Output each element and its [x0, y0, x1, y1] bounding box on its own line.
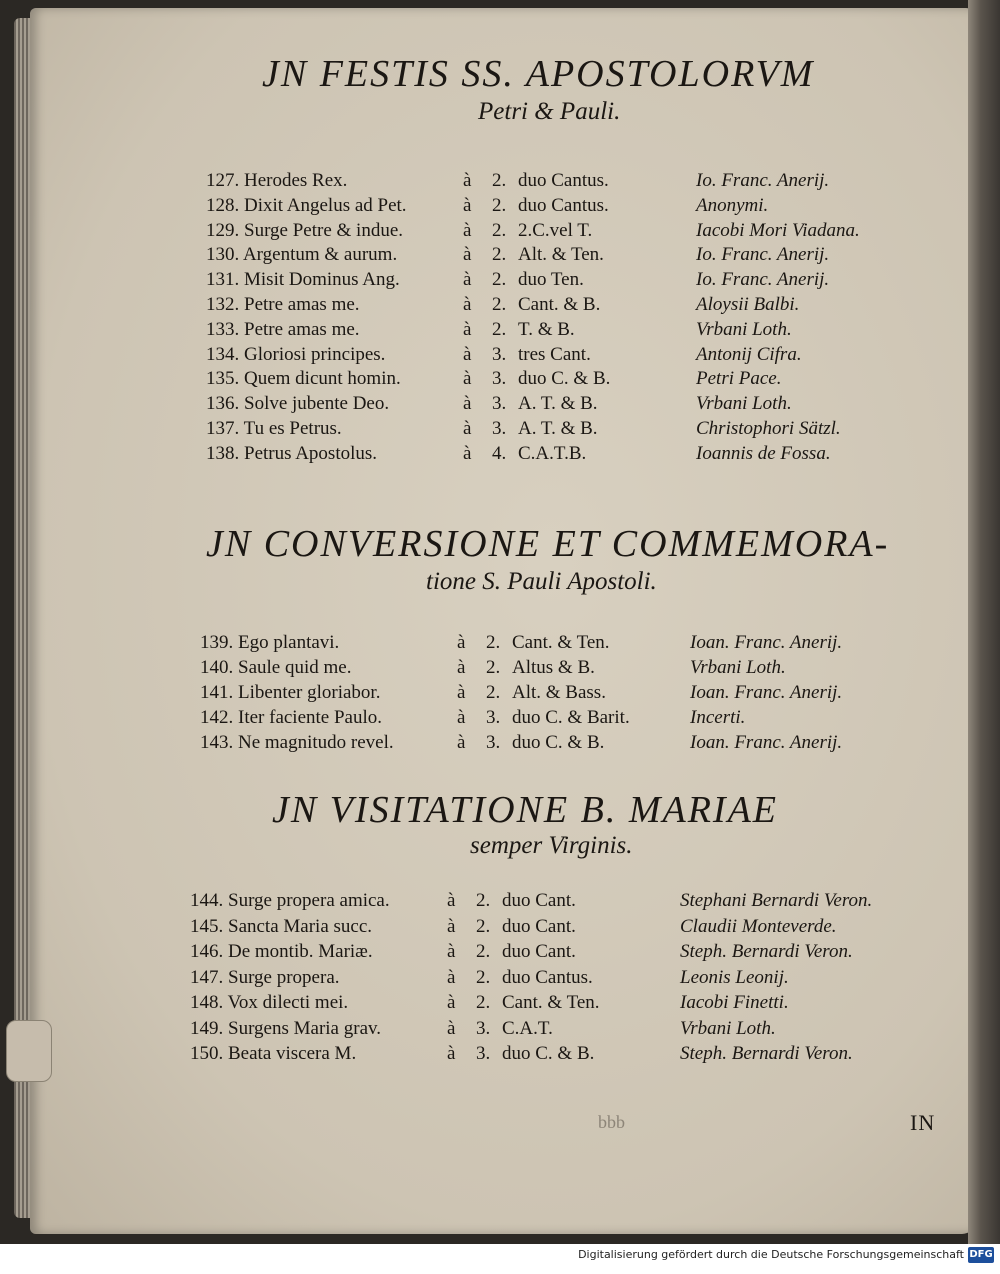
entry-voice-count: 3. [492, 418, 507, 439]
entry-composer: Io. Franc. Anerij. [696, 170, 830, 191]
entry-row [200, 632, 940, 658]
entry-composer: Vrbani Loth. [696, 393, 792, 414]
entry-row [200, 707, 940, 733]
entry-title: 141. Libenter gloriabor. [200, 682, 381, 703]
entry-a: à [457, 632, 466, 653]
entry-composer: Vrbani Loth. [680, 1018, 776, 1039]
entry-composer: Antonij Cifra. [696, 344, 802, 365]
entry-voice-count: 2. [476, 992, 491, 1013]
entry-voices: T. & B. [518, 319, 575, 340]
entry-title: 148. Vox dilecti mei. [190, 992, 349, 1013]
entry-composer: Steph. Bernardi Veron. [680, 1043, 853, 1064]
entry-voices: C.A.T.B. [518, 443, 587, 464]
entry-voice-count: 2. [486, 657, 501, 678]
entry-voice-count: 3. [492, 393, 507, 414]
section-2-title: JN CONVERSIONE ET COMMEMORA- [206, 523, 890, 565]
entry-composer: Ioan. Franc. Anerij. [690, 682, 843, 703]
entry-voice-count: 3. [492, 344, 507, 365]
signature-mark: bbb [598, 1112, 625, 1132]
entry-title: 149. Surgens Maria grav. [190, 1018, 382, 1039]
entry-row [206, 244, 946, 270]
entry-composer: Steph. Bernardi Veron. [680, 941, 853, 962]
entry-composer: Iacobi Mori Viadana. [696, 220, 860, 241]
entry-voices: duo Cantus. [518, 195, 609, 216]
entry-voice-count: 2. [492, 195, 507, 216]
entry-voice-count: 3. [492, 368, 507, 389]
entry-composer: Incerti. [690, 707, 746, 728]
entry-composer: Christophori Sätzl. [696, 418, 841, 439]
entry-a: à [457, 682, 466, 703]
entry-title: 135. Quem dicunt homin. [206, 368, 401, 389]
entry-composer: Aloysii Balbi. [696, 294, 800, 315]
entry-a: à [447, 1043, 456, 1064]
entry-title: 147. Surge propera. [190, 967, 340, 988]
entry-voices: tres Cant. [518, 344, 591, 365]
entry-row [206, 418, 946, 444]
entry-voice-count: 2. [492, 220, 507, 241]
entry-voices: Cant. & Ten. [502, 992, 600, 1013]
entry-title: 137. Tu es Petrus. [206, 418, 342, 439]
entry-voices: Cant. & Ten. [512, 632, 610, 653]
entry-voices: C.A.T. [502, 1018, 553, 1039]
section-1-title: JN FESTIS SS. APOSTOLORVM [262, 53, 815, 95]
entry-composer: Ioannis de Fossa. [696, 443, 831, 464]
entry-row [206, 294, 946, 320]
entry-row [206, 319, 946, 345]
entry-a: à [447, 1018, 456, 1039]
entry-title: 133. Petre amas me. [206, 319, 360, 340]
entry-voice-count: 2. [492, 244, 507, 265]
entry-title: 132. Petre amas me. [206, 294, 360, 315]
entry-composer: Ioan. Franc. Anerij. [690, 732, 843, 753]
entry-a: à [447, 916, 456, 937]
entry-voice-count: 2. [476, 890, 491, 911]
entry-voices: duo C. & B. [502, 1043, 595, 1064]
entry-voices: duo Cant. [502, 890, 576, 911]
entry-composer: Anonymi. [696, 195, 769, 216]
entry-voice-count: 2. [476, 941, 491, 962]
entry-composer: Io. Franc. Anerij. [696, 269, 830, 290]
entry-a: à [463, 294, 472, 315]
entry-voice-count: 2. [476, 967, 491, 988]
entry-voice-count: 2. [492, 319, 507, 340]
entry-row [206, 170, 946, 196]
entry-a: à [447, 941, 456, 962]
entry-title: 139. Ego plantavi. [200, 632, 340, 653]
section-2-subtitle: tione S. Pauli Apostoli. [426, 568, 657, 595]
entry-row [206, 368, 946, 394]
entry-voices: Alt. & Ten. [518, 244, 604, 265]
entry-voices: Alt. & Bass. [512, 682, 606, 703]
binding-edge [968, 0, 1000, 1244]
entry-voice-count: 2. [492, 170, 507, 191]
entry-row [206, 393, 946, 419]
entry-title: 134. Gloriosi principes. [206, 344, 386, 365]
entry-voices: duo C. & Barit. [512, 707, 630, 728]
entry-voice-count: 3. [476, 1043, 491, 1064]
dfg-logo: DFG [968, 1247, 994, 1263]
entry-row [206, 269, 946, 295]
entry-composer: Io. Franc. Anerij. [696, 244, 830, 265]
entry-a: à [447, 992, 456, 1013]
entry-a: à [463, 170, 472, 191]
entry-title: 130. Argentum & aurum. [206, 244, 398, 265]
footer-credit: Digitalisierung gefördert durch die Deutsche Forschungsgemeinschaft [578, 1248, 964, 1261]
entry-composer: Iacobi Finetti. [680, 992, 789, 1013]
entry-voices: A. T. & B. [518, 393, 598, 414]
entry-row [200, 682, 940, 708]
entry-row [190, 967, 930, 993]
entry-title: 146. De montib. Mariæ. [190, 941, 373, 962]
entry-voice-count: 4. [492, 443, 507, 464]
entry-row [190, 1018, 930, 1044]
entry-composer: Stephani Bernardi Veron. [680, 890, 873, 911]
entry-voices: Cant. & B. [518, 294, 601, 315]
entry-a: à [447, 890, 456, 911]
entry-a: à [457, 707, 466, 728]
entry-title: 127. Herodes Rex. [206, 170, 348, 191]
entry-voice-count: 2. [486, 632, 501, 653]
entry-title: 145. Sancta Maria succ. [190, 916, 373, 937]
entry-row [190, 941, 930, 967]
entry-title: 129. Surge Petre & indue. [206, 220, 404, 241]
entry-a: à [463, 344, 472, 365]
entry-a: à [447, 967, 456, 988]
entry-a: à [463, 443, 472, 464]
entry-voices: A. T. & B. [518, 418, 598, 439]
entry-voices: duo C. & B. [518, 368, 611, 389]
entry-voices: duo Ten. [518, 269, 584, 290]
entry-row [206, 443, 946, 469]
entry-a: à [463, 418, 472, 439]
section-3-subtitle: semper Virginis. [470, 832, 633, 859]
entry-voice-count: 2. [476, 916, 491, 937]
entry-voices: Altus & B. [512, 657, 595, 678]
entry-a: à [463, 368, 472, 389]
entry-row [190, 992, 930, 1018]
entry-row [200, 732, 940, 758]
entry-title: 128. Dixit Angelus ad Pet. [206, 195, 407, 216]
entry-row [190, 1043, 930, 1069]
entry-a: à [463, 269, 472, 290]
entry-composer: Ioan. Franc. Anerij. [690, 632, 843, 653]
entry-title: 131. Misit Dominus Ang. [206, 269, 400, 290]
entry-row [190, 890, 930, 916]
entry-voice-count: 2. [486, 682, 501, 703]
entry-voices: duo Cant. [502, 941, 576, 962]
entry-a: à [463, 319, 472, 340]
entry-voices: 2.C.vel T. [518, 220, 593, 241]
entry-voice-count: 3. [486, 732, 501, 753]
entry-composer: Vrbani Loth. [690, 657, 786, 678]
entry-composer: Claudii Monteverde. [680, 916, 837, 937]
section-3-title: JN VISITATIONE B. MARIAE [272, 789, 779, 831]
entry-voice-count: 3. [476, 1018, 491, 1039]
entry-title: 144. Surge propera amica. [190, 890, 390, 911]
entry-voice-count: 3. [486, 707, 501, 728]
entry-a: à [463, 220, 472, 241]
entry-composer: Petri Pace. [696, 368, 782, 389]
entry-row [190, 916, 930, 942]
entry-a: à [463, 244, 472, 265]
entry-voices: duo C. & B. [512, 732, 605, 753]
entry-row [206, 344, 946, 370]
entry-title: 140. Saule quid me. [200, 657, 352, 678]
entry-a: à [457, 732, 466, 753]
entry-title: 150. Beata viscera M. [190, 1043, 357, 1064]
page-tab [6, 1020, 52, 1082]
entry-title: 138. Petrus Apostolus. [206, 443, 378, 464]
entry-voice-count: 2. [492, 269, 507, 290]
entry-row [206, 195, 946, 221]
entry-composer: Leonis Leonij. [680, 967, 789, 988]
entry-voices: duo Cantus. [502, 967, 593, 988]
entry-row [206, 220, 946, 246]
entry-title: 143. Ne magnitudo revel. [200, 732, 394, 753]
entry-title: 136. Solve jubente Deo. [206, 393, 390, 414]
entry-voice-count: 2. [492, 294, 507, 315]
section-1-subtitle: Petri & Pauli. [478, 98, 621, 125]
catchword: IN [910, 1110, 936, 1135]
entry-a: à [463, 195, 472, 216]
entry-a: à [463, 393, 472, 414]
entry-voices: duo Cant. [502, 916, 576, 937]
entry-row [200, 657, 940, 683]
entry-voices: duo Cantus. [518, 170, 609, 191]
entry-title: 142. Iter faciente Paulo. [200, 707, 383, 728]
entry-composer: Vrbani Loth. [696, 319, 792, 340]
entry-a: à [457, 657, 466, 678]
